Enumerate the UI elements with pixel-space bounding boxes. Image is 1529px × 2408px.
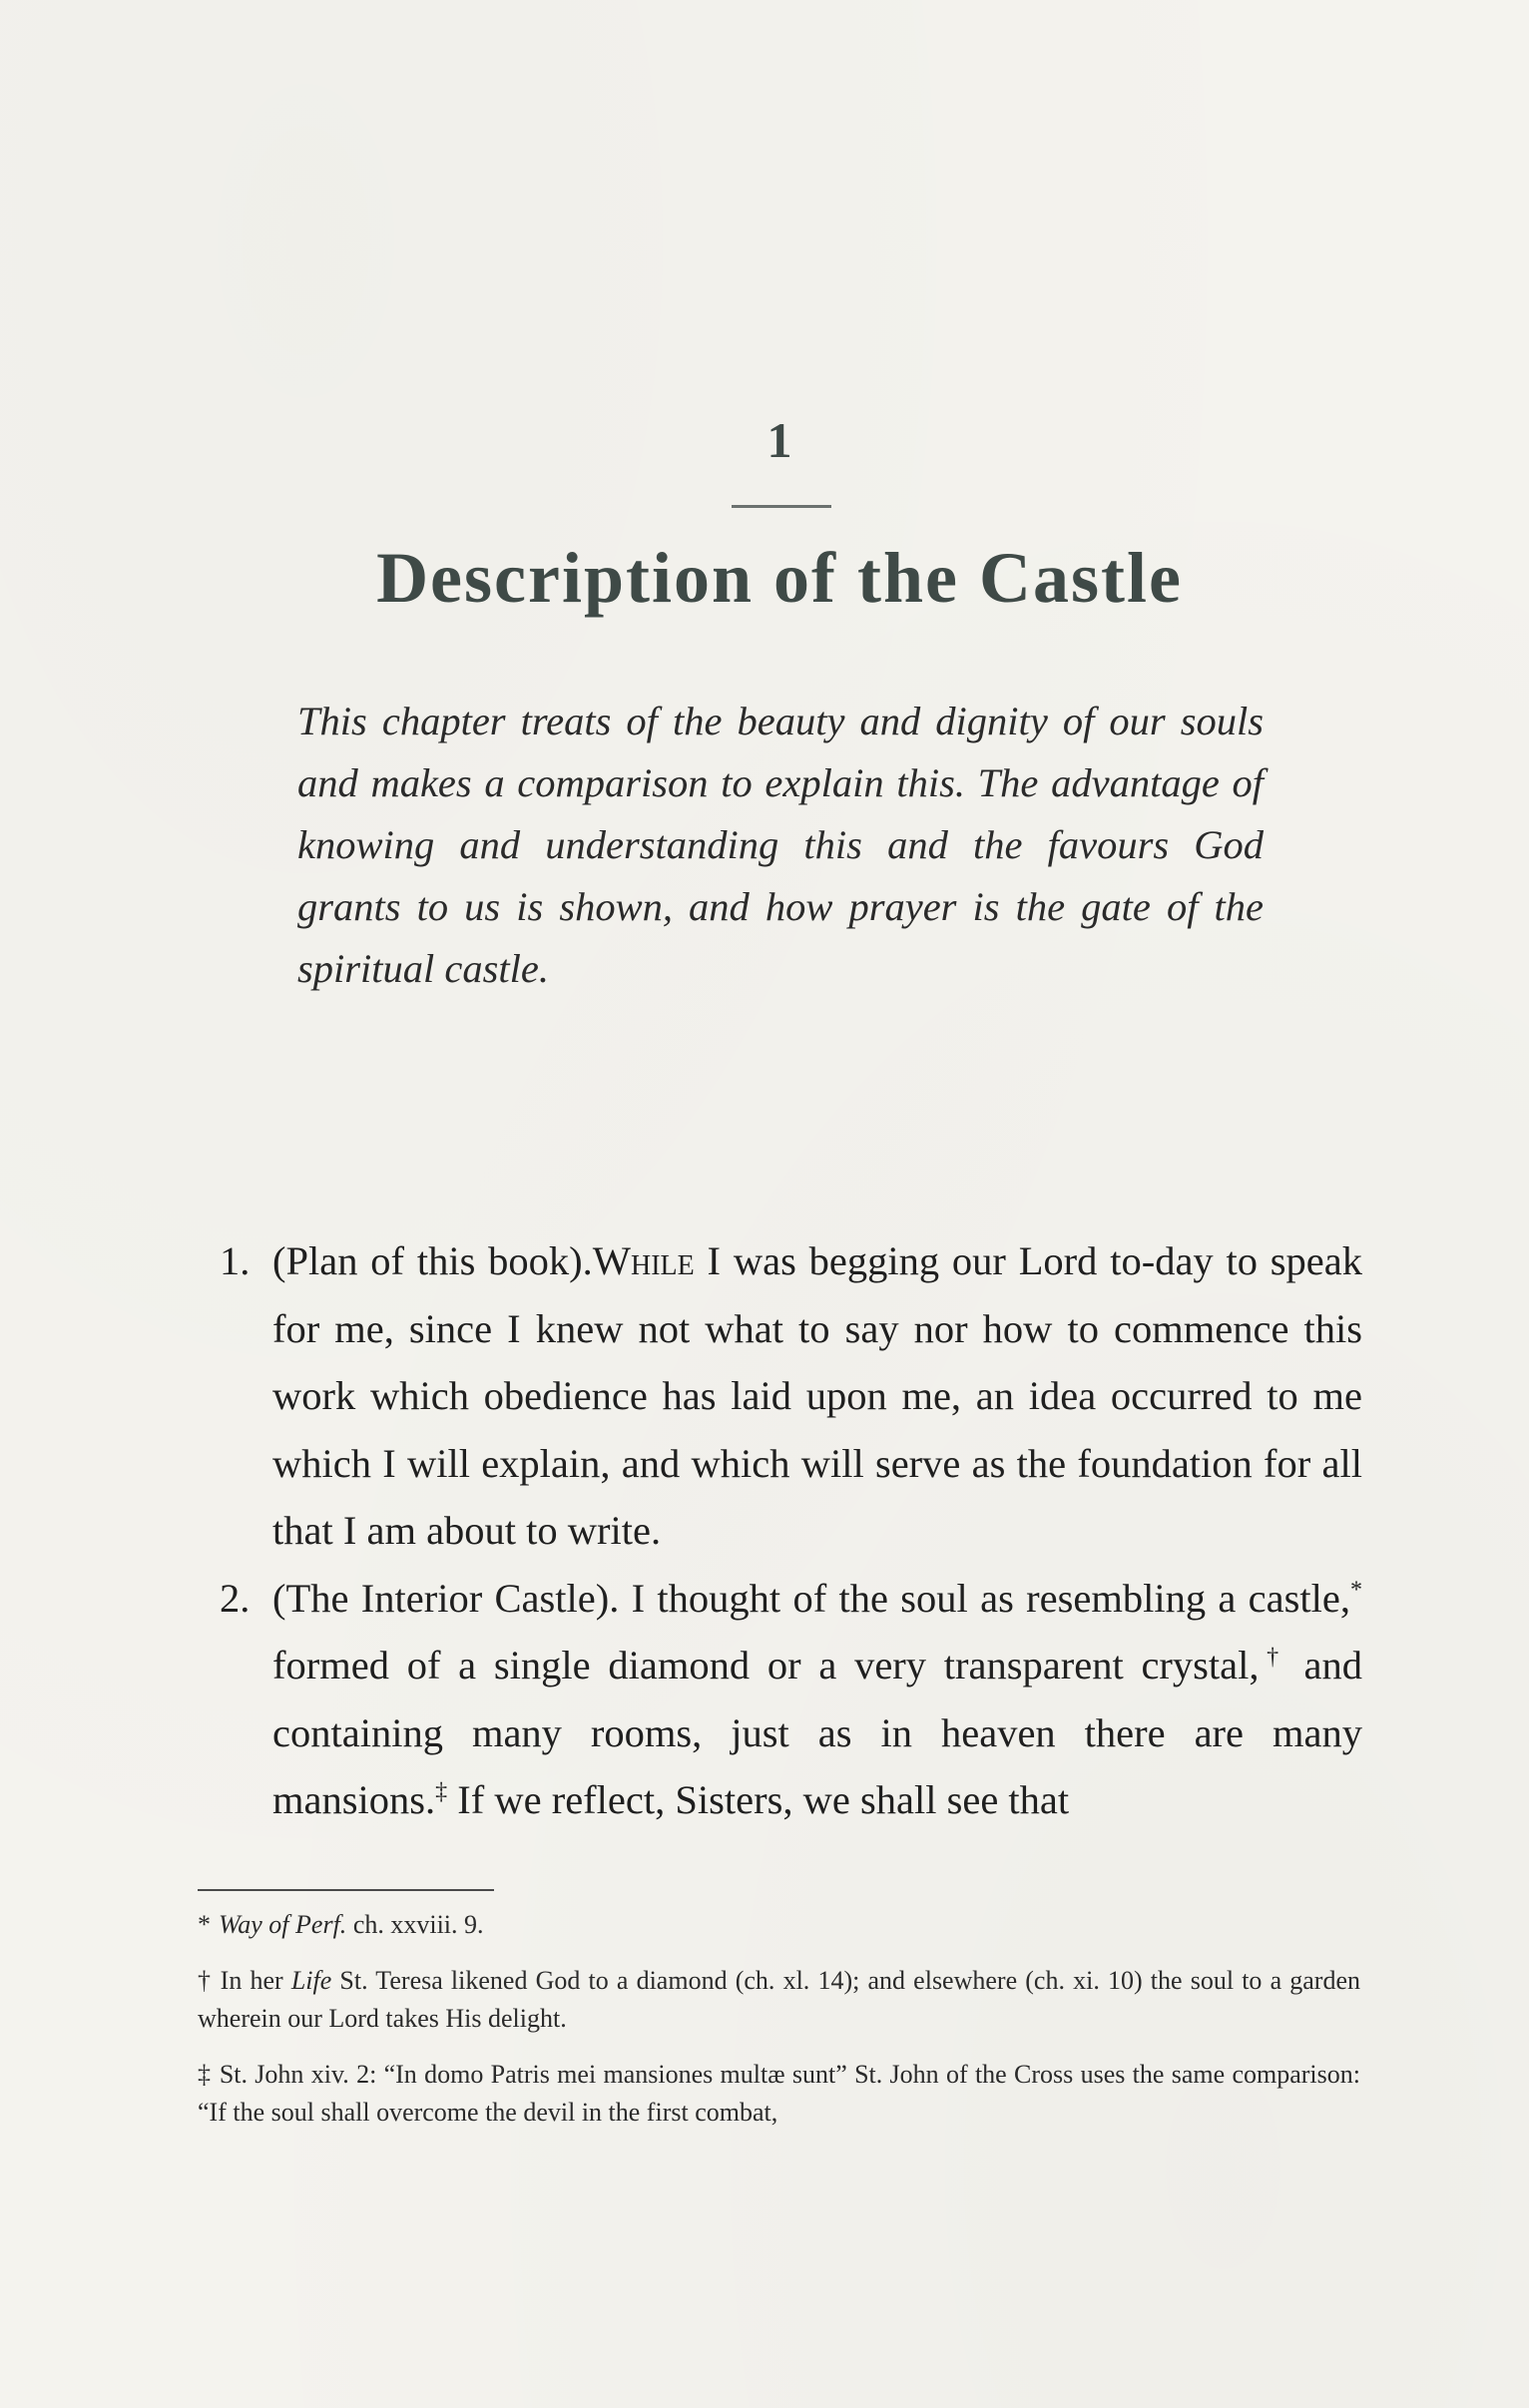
paragraph-heading: (Plan of this book). — [272, 1238, 593, 1283]
footnote-mark: ‡ — [198, 2060, 212, 2089]
footnote-1 — [198, 1906, 1360, 1944]
footnote-text: ch. xxviii. 9. — [346, 1910, 484, 1939]
footnote-divider — [198, 1889, 494, 1891]
footnote-mark: † — [198, 1966, 213, 1995]
footnote-mark: * — [198, 1910, 211, 1939]
chapter-title: Description of the Castle — [376, 538, 1183, 618]
chapter-divider — [732, 505, 831, 508]
footnote-text: St. John xiv. 2: “In domo Patris mei mansiones multæ sunt” St. John of the Cross uses the same comparison: “If the soul shall overcome the devil in the first combat, — [198, 2060, 1360, 2127]
paragraph-text: I thought of the soul as resembling a castle, — [619, 1575, 1350, 1621]
paragraph-text: If we reflect, Sisters, we shall see that — [447, 1777, 1070, 1822]
footnote-italic: Life — [290, 1966, 332, 1995]
footnote-text: In her — [220, 1966, 291, 1995]
footnote-reference[interactable]: * — [1350, 1577, 1362, 1603]
footnote-2 — [198, 1962, 1360, 2038]
paragraph-heading: (The Interior Castle). — [272, 1575, 620, 1621]
paragraph-1 — [200, 1227, 1362, 1565]
paragraph-number: 1. — [220, 1238, 251, 1283]
paragraph-text: and containing many rooms, just as in heaven there are many mansions. — [272, 1643, 1363, 1822]
paragraph-text: I was begging our Lord to-day to speak for me, since I knew not what to say nor how to commence this work which obedience has laid upon me, an idea occurred to me which I will explain, and which will serve as the foundation for all that I am about to write. — [272, 1238, 1363, 1553]
paragraph-text: formed of a single diamond or a very transparent crystal, — [272, 1643, 1260, 1687]
chapter-summary: This chapter treats of the beauty and dignity of our souls and makes a comparison to explain this. The advantage of knowing and understanding this and the favours God grants to us is shown, and how prayer is the gate of the spiritual castle. — [297, 699, 1264, 991]
footnote-reference[interactable]: † — [1259, 1644, 1286, 1671]
footnote-text: St. Teresa likened God to a diamond (ch. xl. 14); and elsewhere (ch. xi. 10) the soul to a garden wherein our Lord takes His delight. — [198, 1966, 1361, 2033]
footnotes — [198, 1906, 1360, 2150]
footnote-3 — [198, 2056, 1360, 2132]
paragraph-number: 2. — [220, 1575, 251, 1621]
footnote-italic: Way of Perf. — [219, 1910, 347, 1939]
chapter-number: 1 — [766, 412, 792, 468]
footnote-reference[interactable]: ‡ — [435, 1778, 448, 1805]
body-text — [200, 1227, 1362, 1834]
paragraph-2 — [200, 1565, 1362, 1834]
paragraph-lead-word: While — [592, 1238, 695, 1283]
